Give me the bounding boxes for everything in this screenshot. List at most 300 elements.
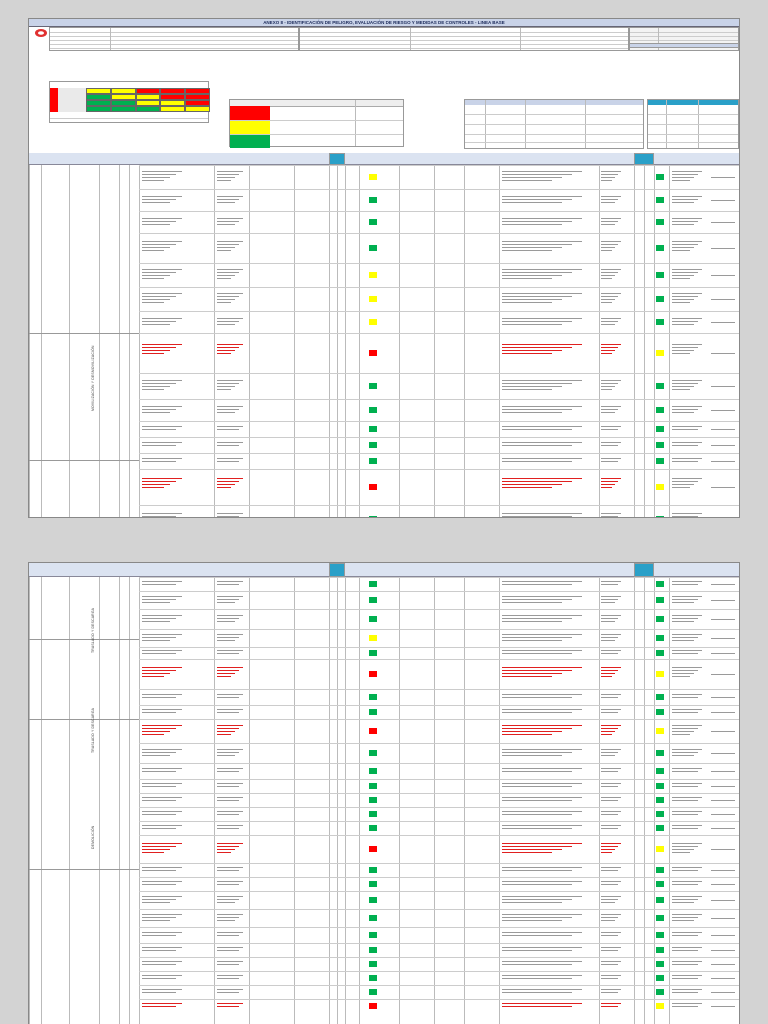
hazard-text-line (142, 599, 176, 600)
responsible-text-line (711, 200, 735, 201)
control-text-line (502, 409, 572, 410)
grid-row-line (139, 971, 740, 972)
inherent-risk-cell (369, 407, 377, 413)
grid-column-line (654, 165, 655, 518)
epp-text-line (601, 670, 618, 671)
epp-text-line (601, 811, 621, 812)
epp-text-line (601, 676, 612, 677)
residual-risk-cell (656, 350, 664, 356)
inherent-risk-header (329, 153, 345, 165)
residual-risk-cell (656, 197, 664, 203)
grid-column-line (41, 165, 42, 518)
residual-risk-cell (656, 458, 664, 464)
control-text-line (502, 202, 562, 203)
measure-text-line (672, 825, 702, 826)
measure-text-line (672, 344, 702, 345)
sheet-page-2 (28, 562, 740, 1024)
epp-text-line (601, 241, 621, 242)
grid-row-line (139, 373, 740, 374)
measure-text-line (672, 637, 698, 638)
epp-text-line (601, 640, 615, 641)
company-logo-icon (34, 28, 48, 38)
epp-text-line (601, 599, 618, 600)
hazard-text-line (142, 269, 182, 270)
epp-text-line (601, 344, 621, 345)
control-text-line (502, 353, 552, 354)
inherent-risk-cell (369, 846, 377, 852)
epp-text-line (601, 843, 621, 844)
epp-text-line (601, 293, 621, 294)
hazard-text-line (142, 584, 176, 585)
control-text-line (502, 461, 572, 462)
control-text-line (502, 174, 572, 175)
risk-text-line (217, 709, 243, 710)
responsible-text-line (711, 950, 735, 951)
epp-text-line (601, 296, 618, 297)
epp-text-line (601, 478, 621, 479)
measure-text-line (672, 516, 698, 517)
hazard-text-line (142, 302, 164, 303)
epp-text-line (601, 846, 618, 847)
grid-column-line (599, 165, 600, 518)
epp-text-line (601, 650, 621, 651)
control-text-line (502, 846, 572, 847)
hazard-text-line (142, 241, 182, 242)
hazard-text-line (142, 445, 176, 446)
risk-text-line (217, 581, 243, 582)
epp-text-line (601, 302, 612, 303)
epp-text-line (601, 269, 621, 270)
epp-text-line (601, 725, 621, 726)
epp-text-line (601, 221, 618, 222)
epp-text-line (601, 461, 618, 462)
epp-text-line (601, 800, 618, 801)
hazard-text-line (142, 278, 164, 279)
risk-text-line (217, 935, 239, 936)
control-text-line (502, 917, 572, 918)
epp-text-line (601, 935, 618, 936)
risk-text-line (217, 811, 243, 812)
epp-text-line (601, 244, 618, 245)
grid-row-line (139, 659, 740, 660)
header-info-left (49, 27, 299, 51)
control-text-line (502, 347, 572, 348)
residual-risk-header (634, 563, 654, 577)
measure-text-line (672, 709, 702, 710)
risk-text-line (217, 293, 243, 294)
header-right-band (629, 43, 739, 48)
grid-row-line (139, 689, 740, 690)
residual-risk-cell (656, 219, 664, 225)
measure-text-line (672, 768, 702, 769)
hazard-text-line (142, 914, 182, 915)
risk-text-line (217, 599, 239, 600)
risk-text-line (217, 409, 239, 410)
control-text-line (502, 224, 562, 225)
control-text-line (502, 218, 582, 219)
risk-text-line (217, 174, 239, 175)
hazard-text-line (142, 640, 170, 641)
measure-text-line (672, 814, 698, 815)
risk-text-line (217, 1006, 239, 1007)
residual-risk-cell (656, 811, 664, 817)
hazard-text-line (142, 843, 182, 844)
control-text-line (502, 484, 562, 485)
control-text-line (502, 800, 572, 801)
grid-column-line (337, 165, 338, 518)
epp-text-line (601, 177, 615, 178)
grid-column-line (69, 577, 70, 1024)
hazard-text-line (142, 347, 176, 348)
control-text-line (502, 426, 582, 427)
risk-text-line (217, 621, 235, 622)
control-text-line (502, 725, 582, 726)
risk-text-line (217, 318, 243, 319)
risk-text-line (217, 442, 243, 443)
control-text-line (502, 902, 562, 903)
control-text-line (502, 324, 562, 325)
hazard-text-line (142, 673, 170, 674)
risk-text-line (217, 180, 231, 181)
control-text-line (502, 673, 562, 674)
grid-row-line (139, 891, 740, 892)
measure-text-line (672, 196, 702, 197)
risk-text-line (217, 380, 243, 381)
control-text-line (502, 978, 572, 979)
risk-text-line (217, 324, 235, 325)
grid-row-line (139, 743, 740, 744)
hazard-text-line (142, 731, 170, 732)
epp-text-line (601, 992, 618, 993)
hazard-text-line (142, 484, 170, 485)
inherent-risk-cell (369, 426, 377, 432)
residual-risk-cell (656, 915, 664, 921)
measure-text-line (672, 584, 698, 585)
section-label: DEMOLICIÓN (91, 825, 95, 849)
residual-risk-cell (656, 932, 664, 938)
inherent-risk-header (329, 563, 345, 577)
responsible-text-line (711, 353, 735, 354)
risk-text-line (217, 615, 243, 616)
epp-text-line (601, 299, 615, 300)
responsible-text-line (711, 600, 735, 601)
epp-text-line (601, 728, 618, 729)
hazard-text-line (142, 881, 182, 882)
hazard-text-line (142, 755, 170, 756)
hazard-text-line (142, 849, 170, 850)
hazard-text-line (142, 752, 176, 753)
hazard-text-line (142, 174, 176, 175)
hazard-text-line (142, 734, 164, 735)
measure-text-line (672, 599, 698, 600)
hazard-text-line (142, 221, 176, 222)
responsible-text-line (711, 731, 735, 732)
measure-text-line (672, 412, 694, 413)
control-text-line (502, 584, 572, 585)
epp-text-line (601, 797, 621, 798)
risk-text-line (217, 218, 243, 219)
control-text-line (502, 731, 562, 732)
hazard-text-line (142, 461, 176, 462)
residual-risk-header (634, 153, 654, 165)
epp-text-line (601, 755, 615, 756)
responsible-text-line (711, 870, 735, 871)
measure-text-line (672, 800, 698, 801)
risk-text-line (217, 299, 235, 300)
risk-text-line (217, 786, 239, 787)
grid-row-line (139, 311, 740, 312)
control-text-line (502, 429, 572, 430)
hazard-text-line (142, 324, 170, 325)
hazard-text-line (142, 947, 182, 948)
measure-text-line (672, 884, 698, 885)
risk-text-line (217, 673, 235, 674)
grid-column-line (434, 165, 435, 518)
inherent-risk-cell (369, 319, 377, 325)
control-text-line (502, 389, 552, 390)
epp-text-line (601, 694, 621, 695)
epp-text-line (601, 849, 615, 850)
risk-text-line (217, 321, 239, 322)
legend-low-swatch (230, 134, 270, 148)
measure-text-line (672, 293, 702, 294)
hazard-text-line (142, 344, 182, 345)
grid-column-line (249, 165, 250, 518)
inherent-risk-cell (369, 975, 377, 981)
control-text-line (502, 637, 572, 638)
inherent-risk-cell (369, 961, 377, 967)
hazard-text-line (142, 899, 176, 900)
epp-text-line (601, 516, 618, 517)
hazard-text-line (142, 513, 182, 514)
control-text-line (502, 296, 572, 297)
measure-text-line (672, 899, 698, 900)
control-text-line (502, 321, 572, 322)
responsible-text-line (711, 445, 735, 446)
epp-text-line (601, 247, 615, 248)
control-text-line (502, 653, 572, 654)
grid-column-line (139, 165, 140, 518)
control-text-line (502, 768, 582, 769)
residual-risk-cell (656, 750, 664, 756)
measure-text-line (672, 843, 702, 844)
control-text-line (502, 899, 572, 900)
measure-text-line (672, 602, 694, 603)
epp-text-line (601, 324, 615, 325)
hazard-text-line (142, 383, 176, 384)
risk-text-line (217, 171, 243, 172)
measure-text-line (672, 653, 698, 654)
hazard-text-line (142, 516, 176, 517)
measure-text-line (672, 461, 698, 462)
sheet-page-1 (28, 18, 740, 518)
responsible-text-line (711, 222, 735, 223)
hazard-text-line (142, 709, 182, 710)
hazard-text-line (142, 409, 176, 410)
hazard-text-line (142, 272, 176, 273)
residual-risk-cell (656, 383, 664, 389)
inherent-risk-cell (369, 458, 377, 464)
epp-text-line (601, 196, 621, 197)
measure-text-line (672, 478, 702, 479)
hazard-text-line (142, 293, 182, 294)
grid-row-line (139, 453, 740, 454)
control-text-line (502, 516, 572, 517)
hazard-text-line (142, 321, 176, 322)
control-text-line (502, 670, 572, 671)
hazard-text-line (142, 694, 182, 695)
measure-text-line (672, 618, 698, 619)
measure-text-line (672, 667, 702, 668)
measure-text-line (672, 650, 702, 651)
hazard-text-line (142, 218, 182, 219)
grid-row-line (139, 763, 740, 764)
grid-column-line (345, 165, 346, 518)
measure-text-line (672, 964, 698, 965)
epp-text-line (601, 350, 615, 351)
risk-text-line (217, 412, 235, 413)
risk-text-line (217, 481, 239, 482)
hazard-grid-page-1 (29, 165, 739, 518)
control-text-line (502, 1006, 572, 1007)
responsible-text-line (711, 386, 735, 387)
risk-text-line (217, 269, 243, 270)
control-text-line (502, 177, 562, 178)
responsible-text-line (711, 828, 735, 829)
risk-text-line (217, 406, 243, 407)
epp-text-line (601, 947, 621, 948)
epp-text-line (601, 621, 615, 622)
grid-column-line (99, 165, 100, 518)
control-text-line (502, 442, 582, 443)
hazard-text-line (142, 828, 176, 829)
epp-text-line (601, 1006, 618, 1007)
hazard-text-line (142, 870, 176, 871)
inherent-risk-cell (369, 768, 377, 774)
measure-text-line (672, 771, 698, 772)
grid-row-line (139, 835, 740, 836)
responsible-text-line (711, 299, 735, 300)
grid-row-line (139, 189, 740, 190)
epp-text-line (601, 637, 618, 638)
epp-text-line (601, 429, 618, 430)
residual-risk-cell (656, 881, 664, 887)
hazard-text-line (142, 180, 164, 181)
epp-text-line (601, 814, 618, 815)
hazard-text-line (142, 902, 170, 903)
hazard-text-line (142, 961, 182, 962)
measure-text-line (672, 673, 694, 674)
residual-risk-cell (656, 728, 664, 734)
hazard-text-line (142, 768, 182, 769)
inherent-risk-cell (369, 709, 377, 715)
measure-text-line (672, 914, 702, 915)
epp-text-line (601, 884, 618, 885)
measure-text-line (672, 731, 694, 732)
grid-row-line (139, 211, 740, 212)
epp-text-line (601, 615, 621, 616)
measure-text-line (672, 318, 702, 319)
control-text-line (502, 749, 582, 750)
epp-text-line (601, 932, 621, 933)
responsible-text-line (711, 786, 735, 787)
measure-text-line (672, 224, 694, 225)
control-text-line (502, 697, 572, 698)
residual-risk-cell (656, 245, 664, 251)
epp-text-line (601, 771, 618, 772)
responsible-text-line (711, 248, 735, 249)
inherent-risk-cell (369, 728, 377, 734)
risk-text-line (217, 961, 243, 962)
control-text-line (502, 964, 572, 965)
control-text-line (502, 478, 582, 479)
grid-row-line (139, 793, 740, 794)
section-divider (29, 460, 139, 461)
inherent-risk-cell (369, 442, 377, 448)
control-text-line (502, 412, 562, 413)
section-label: MOVILIZACIÓN Y DESMOVILIZACIÓN (91, 345, 95, 411)
inherent-risk-cell (369, 867, 377, 873)
hazard-text-line (142, 950, 176, 951)
measure-text-line (672, 269, 702, 270)
control-text-line (502, 344, 582, 345)
legend-medium-swatch (230, 120, 270, 134)
measure-text-line (672, 881, 702, 882)
epp-text-line (601, 961, 621, 962)
risk-text-line (217, 712, 239, 713)
epp-text-line (601, 978, 618, 979)
grid-row-line (139, 807, 740, 808)
epp-text-line (601, 602, 615, 603)
residual-risk-cell (656, 961, 664, 967)
table-column-header (29, 153, 739, 165)
measure-text-line (672, 992, 698, 993)
responsible-text-line (711, 584, 735, 585)
responsible-text-line (711, 429, 735, 430)
measure-text-line (672, 350, 694, 351)
measure-text-line (672, 487, 690, 488)
control-text-line (502, 596, 582, 597)
grid-row-line (139, 505, 740, 506)
residual-risk-cell (656, 694, 664, 700)
measure-text-line (672, 755, 694, 756)
responsible-text-line (711, 674, 735, 675)
measure-text-line (672, 458, 702, 459)
section-label: TRASLADO Y DESCARGA (91, 607, 95, 653)
control-text-line (502, 881, 582, 882)
control-text-line (502, 293, 582, 294)
grid-row-line (139, 863, 740, 864)
residual-risk-cell (656, 426, 664, 432)
risk-text-line (217, 896, 243, 897)
risk-text-line (217, 731, 235, 732)
grid-column-line (69, 165, 70, 518)
risk-text-line (217, 278, 231, 279)
measure-text-line (672, 581, 702, 582)
risk-text-line (217, 932, 243, 933)
risk-text-line (217, 484, 235, 485)
hazard-text-line (142, 458, 182, 459)
risk-text-line (217, 350, 235, 351)
control-text-line (502, 932, 582, 933)
hazard-text-line (142, 596, 182, 597)
risk-matrix (49, 81, 209, 123)
grid-column-line (464, 165, 465, 518)
control-text-line (502, 896, 582, 897)
grid-column-line (499, 165, 500, 518)
inherent-risk-cell (369, 881, 377, 887)
measure-text-line (672, 302, 690, 303)
